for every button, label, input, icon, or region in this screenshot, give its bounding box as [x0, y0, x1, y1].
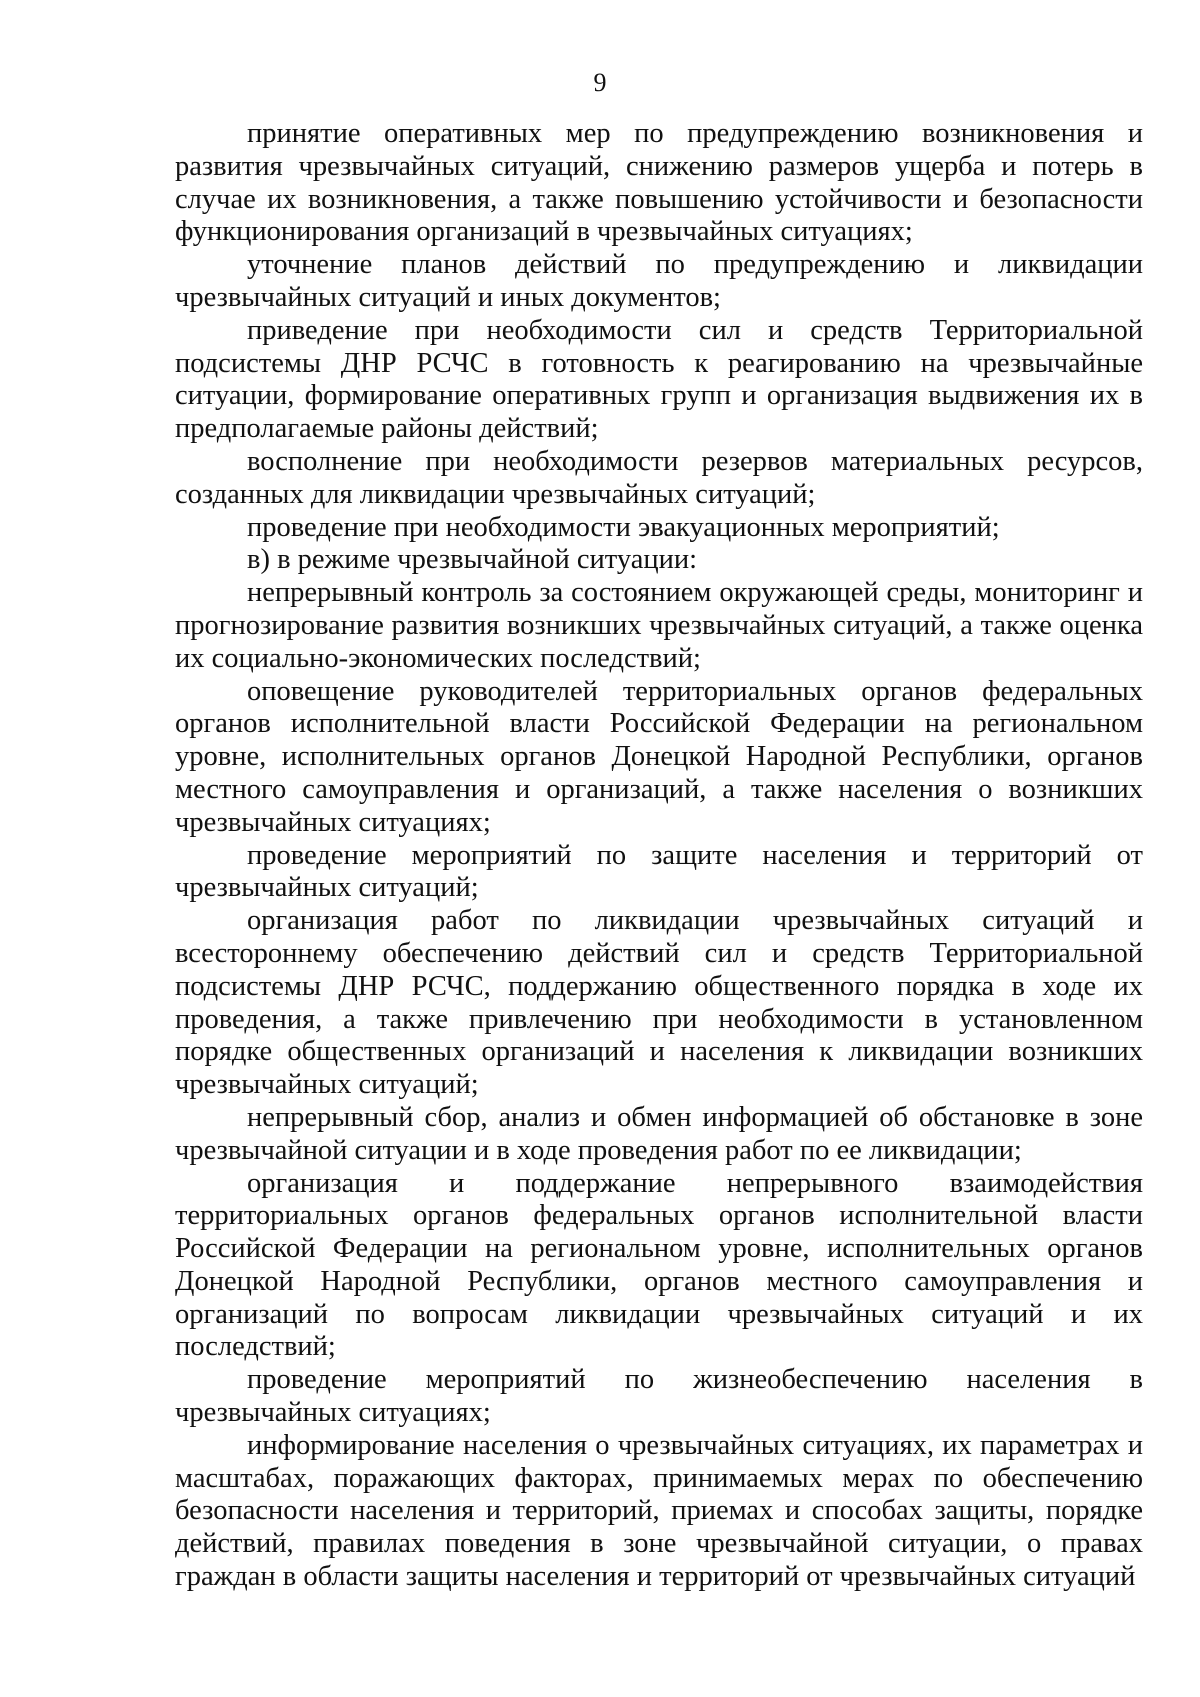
paragraph: проведение при необходимости эвакуационных мероприятий; — [247, 511, 1000, 543]
paragraph: организация и поддержание непрерывного взаимодействия территориальных органов федеральных органов исполнительной власти Российской Федерации на региональном уровне, исполнительных органов Донецкой Народной Республики, органов местного самоуправления и организаций по вопросам ликвидации чрезвычайных ситуаций и их последствий; — [175, 1167, 1143, 1363]
page-number: 9 — [593, 68, 607, 97]
paragraph: информирование населения о чрезвычайных ситуациях, их параметрах и масштабах, поражающих факторах, принимаемых мерах по обеспечению безопасности населения и территорий, приемах и способах защиты, порядке действий, правилах поведения в зоне чрезвычайной ситуации, о правах граждан в области защиты населения и территорий от чрезвычайных ситуаций — [175, 1429, 1143, 1593]
paragraph: оповещение руководителей территориальных органов федеральных органов исполнительной власти Российской Федерации на региональном уровне, исполнительных органов Донецкой Народной Республики, органов местного самоуправления и организаций, а также населения о возникших чрезвычайных ситуациях; — [175, 675, 1143, 838]
paragraph: приведение при необходимости сил и средств Территориальной подсистемы ДНР РСЧС в готовность к реагированию на чрезвычайные ситуации, формирование оперативных групп и организация выдвижения их в предполагаемые районы действий; — [175, 314, 1143, 445]
paragraph: восполнение при необходимости резервов материальных ресурсов, созданных для ликвидации чрезвычайных ситуаций; — [175, 445, 1143, 510]
paragraph: непрерывный контроль за состоянием окружающей среды, мониторинг и прогнозирование развития возникших чрезвычайных ситуаций, а также оценка их социально-экономических последствий; — [175, 577, 1143, 674]
paragraph: принятие оперативных мер по предупреждению возникновения и развития чрезвычайных ситуаций, снижению размеров ущерба и потерь в случае их возникновения, а также повышению устойчивости и безопасности функционирования организаций в чрезвычайных ситуациях; — [175, 118, 1143, 248]
document-body — [175, 118, 1143, 1594]
paragraph: уточнение планов действий по предупреждению и ликвидации чрезвычайных ситуаций и иных документов; — [175, 249, 1143, 313]
section-heading: в) в режиме чрезвычайной ситуации: — [247, 544, 698, 576]
paragraph: организация работ по ликвидации чрезвычайных ситуаций и всестороннему обеспечению действий сил и средств Территориальной подсистемы ДНР РСЧС, поддержанию общественного порядка в ходе их проведения, а также привлечению при необходимости в установленном порядке общественных организаций и населения к ликвидации возникших чрезвычайных ситуаций; — [175, 905, 1143, 1101]
paragraph: проведение мероприятий по жизнеобеспечению населения в чрезвычайных ситуациях; — [175, 1364, 1143, 1429]
paragraph: проведение мероприятий по защите населения и территорий от чрезвычайных ситуаций; — [175, 839, 1143, 904]
paragraph: непрерывный сбор, анализ и обмен информацией об обстановке в зоне чрезвычайной ситуации и в ходе проведения работ по ее ликвидации; — [175, 1101, 1143, 1166]
